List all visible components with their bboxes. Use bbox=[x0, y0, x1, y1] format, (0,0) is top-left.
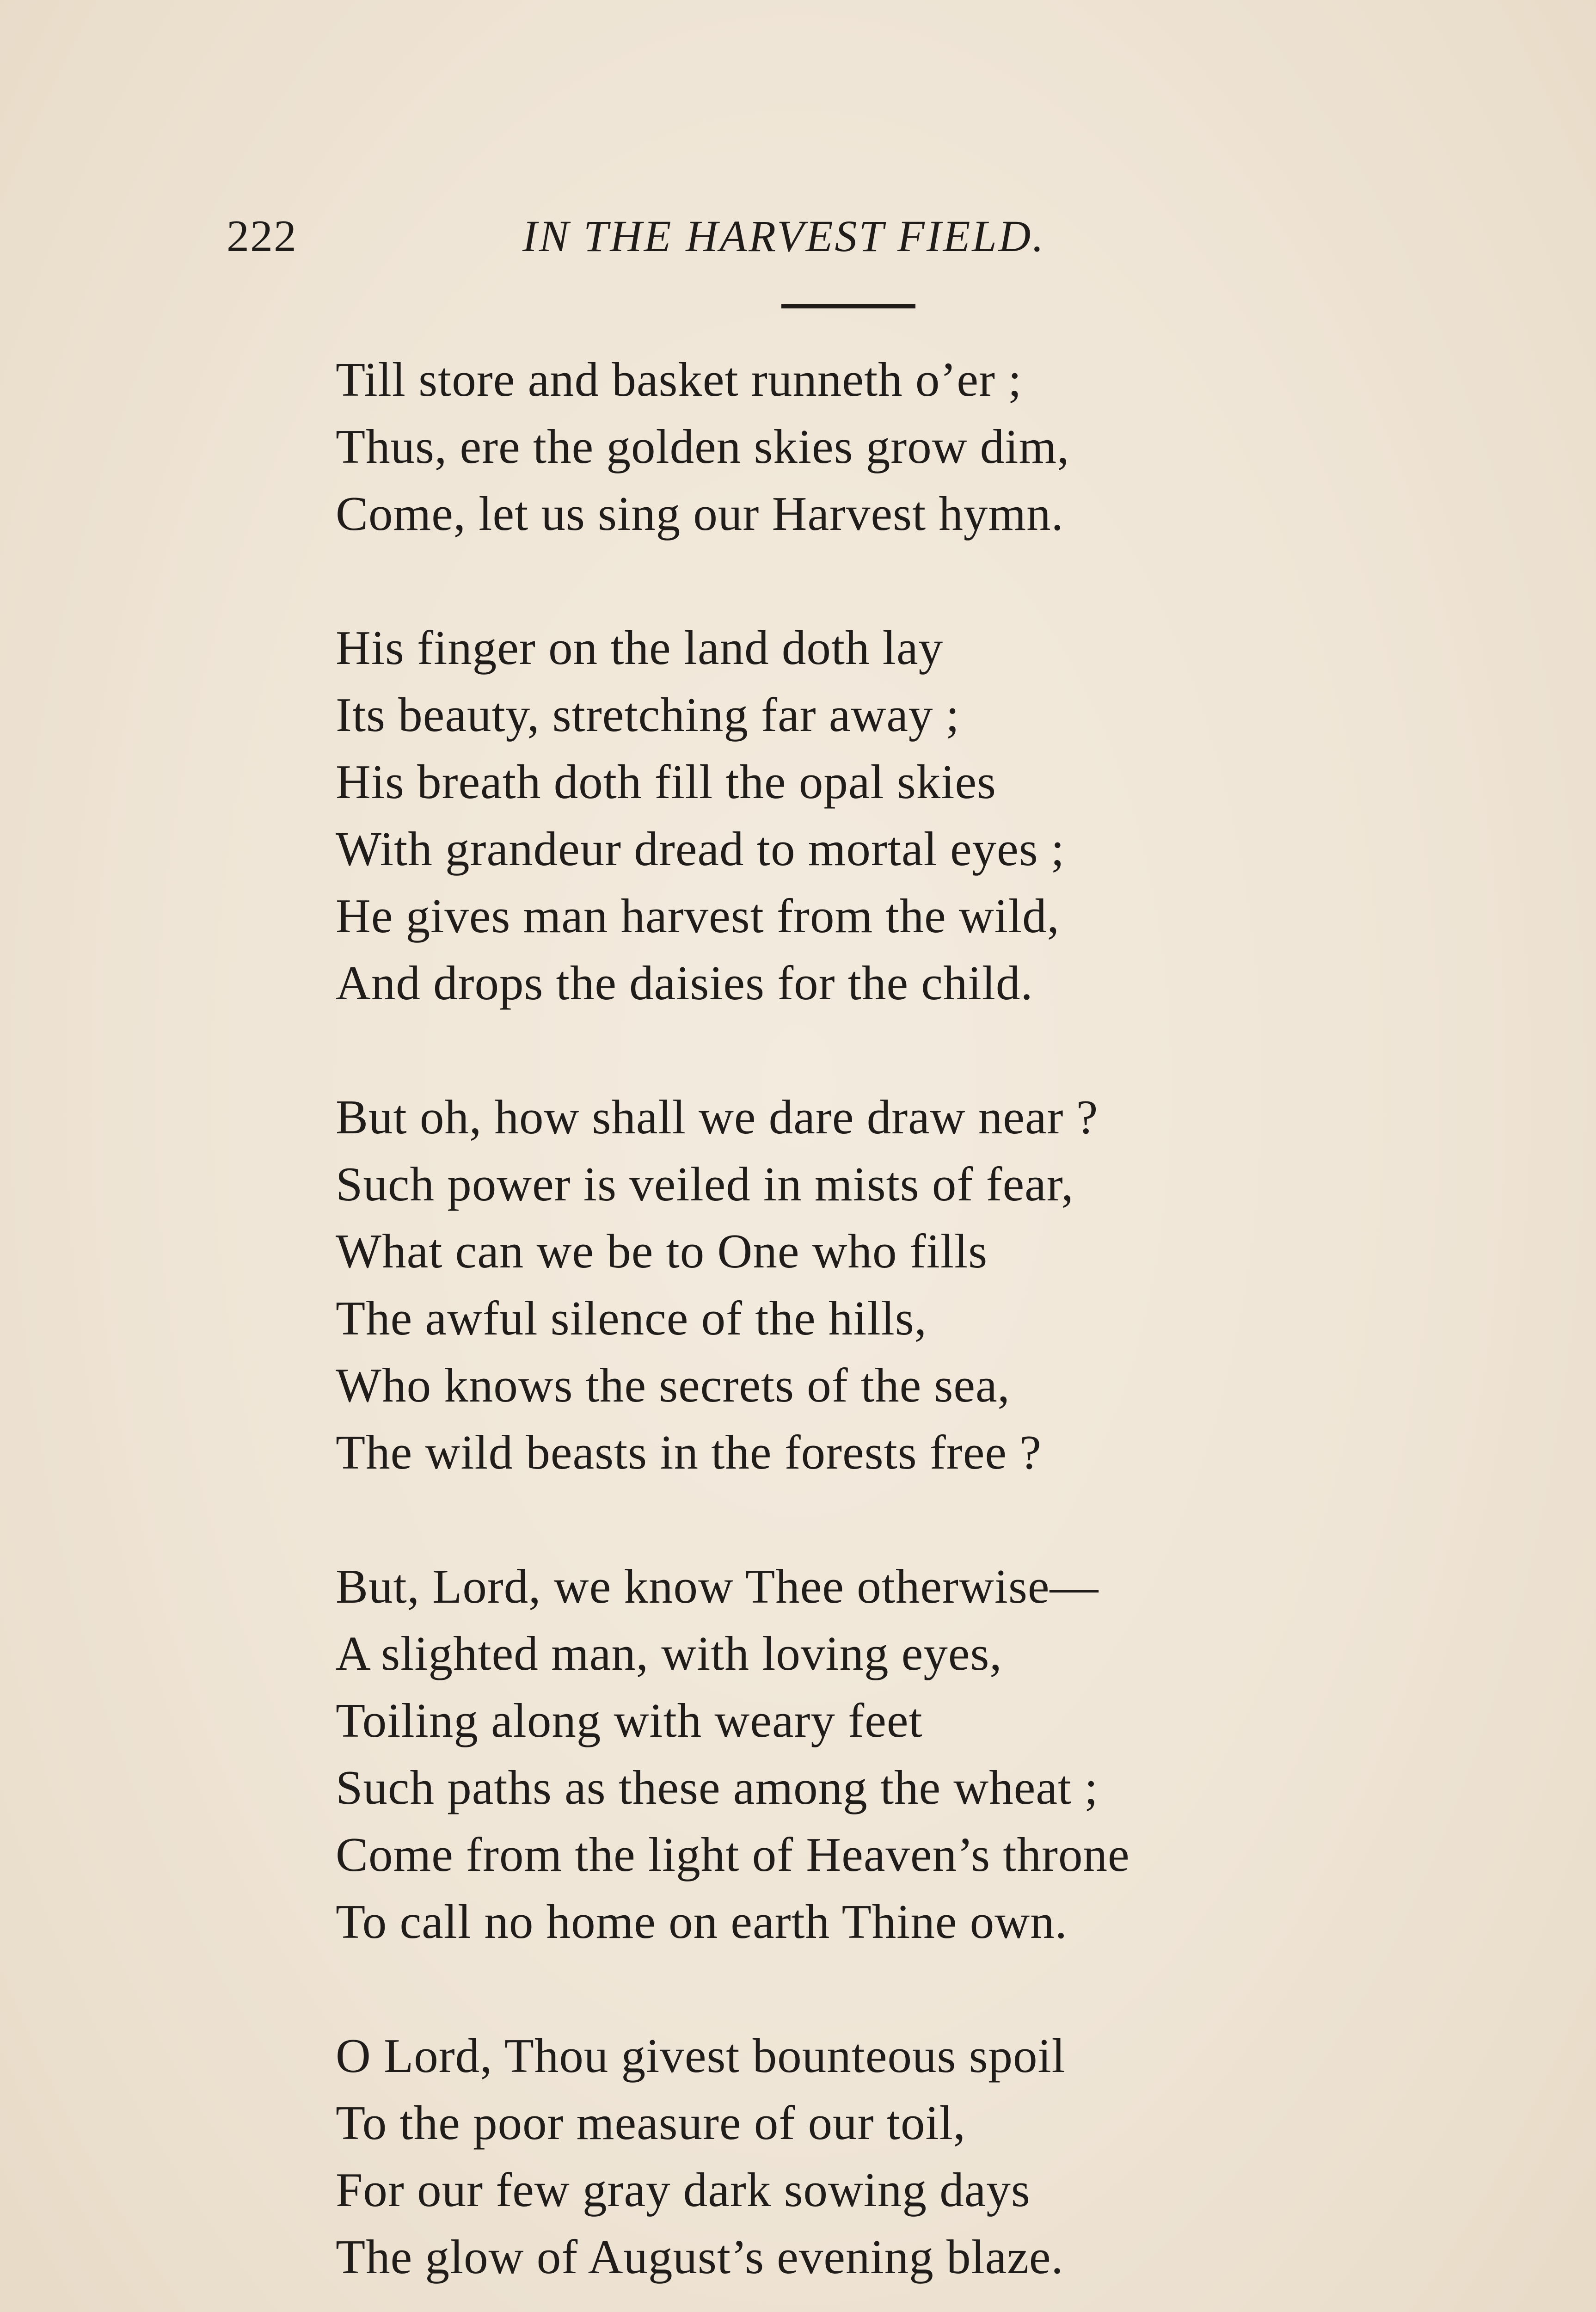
poem-line: Who knows the secrets of the sea, bbox=[336, 1358, 1010, 1412]
poem-line: With grandeur dread to mortal eyes ; bbox=[336, 822, 1065, 876]
poem-line: And drops the daisies for the child. bbox=[336, 956, 1033, 1010]
stanza-2 bbox=[336, 614, 1399, 1016]
poem-line: But, Lord, we know Thee otherwise— bbox=[336, 1559, 1099, 1613]
poem-line: Its beauty, stretching far away ; bbox=[336, 688, 960, 742]
poem-line: O Lord, Thou givest bounteous spoil bbox=[336, 2029, 1066, 2083]
poem-line: Such paths as these among the wheat ; bbox=[336, 1760, 1099, 1814]
poem-line: To the poor measure of our toil, bbox=[336, 2096, 966, 2150]
poem-line: Such power is veiled in mists of fear, bbox=[336, 1157, 1074, 1211]
poem-line: But oh, how shall we dare draw near ? bbox=[336, 1090, 1099, 1144]
poem-line: The wild beasts in the forests free ? bbox=[336, 1425, 1042, 1479]
poem-line: Thus, ere the golden skies grow dim, bbox=[336, 419, 1070, 473]
stanza-3 bbox=[336, 1083, 1399, 1486]
running-head bbox=[0, 210, 1596, 275]
poem-line: His breath doth fill the opal skies bbox=[336, 755, 996, 809]
header-rule bbox=[781, 304, 915, 308]
poem-line: Till store and basket runneth o’er ; bbox=[336, 352, 1022, 406]
poem-line: Toiling along with weary feet bbox=[336, 1693, 923, 1747]
poem-line: He gives man harvest from the wild, bbox=[336, 889, 1060, 943]
chapter-title: IN THE HARVEST FIELD. bbox=[522, 211, 1046, 261]
poem-line: The glow of August’s evening blaze. bbox=[336, 2230, 1064, 2284]
poem-line: What can we be to One who fills bbox=[336, 1224, 988, 1278]
stanza-5 bbox=[336, 2022, 1399, 2290]
poem bbox=[336, 346, 1399, 2312]
stanza-1 bbox=[336, 346, 1399, 547]
poem-line: His finger on the land doth lay bbox=[336, 621, 944, 675]
page-number: 222 bbox=[227, 211, 297, 261]
poem-line: For our few gray dark sowing days bbox=[336, 2163, 1031, 2217]
poem-line: Come from the light of Heaven’s throne bbox=[336, 1827, 1130, 1882]
stanza-4 bbox=[336, 1553, 1399, 1955]
poem-line: Come, let us sing our Harvest hymn. bbox=[336, 486, 1064, 541]
poem-line: To call no home on earth Thine own. bbox=[336, 1894, 1068, 1949]
poem-line: The awful silence of the hills, bbox=[336, 1291, 927, 1345]
poem-line: A slighted man, with loving eyes, bbox=[336, 1626, 1002, 1680]
